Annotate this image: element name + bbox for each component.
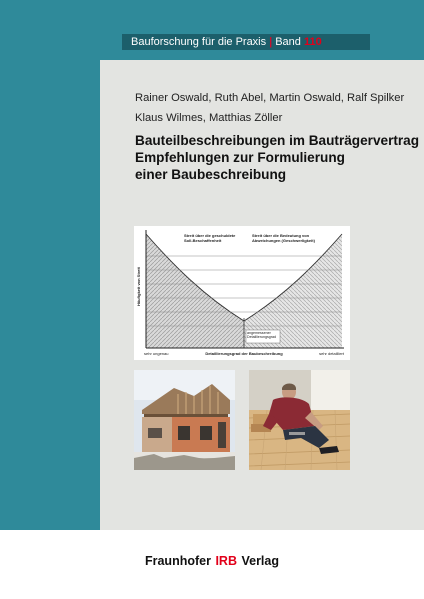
series-separator: | <box>269 36 273 48</box>
teal-side-band <box>0 0 100 530</box>
title-line: Bauteilbeschreibungen im Bauträgervertrag <box>135 133 420 148</box>
y-axis-label: Häufigkeit von Streit <box>136 267 141 306</box>
left-label-box <box>184 234 240 250</box>
right-label: Streit über die Bedeutung von Abweichungen (Geschwerligkeit) <box>252 234 315 243</box>
publisher-verlag: Verlag <box>241 554 279 568</box>
author-list <box>135 88 420 128</box>
left-label: Streit über die geschuldete Soll-Beschaffenheit <box>184 234 236 243</box>
publisher-irb: IRB <box>215 554 237 568</box>
x-axis-label: Detaillierungsgrad der Baubeschreibung <box>205 351 283 356</box>
author-line: Rainer Oswald, Ruth Abel, Martin Oswald, Ralf Spilker <box>135 92 405 104</box>
title-line: einer Baubeschreibung <box>135 167 287 182</box>
teal-top-band <box>100 0 424 60</box>
band-label: Band <box>275 36 301 48</box>
band-number: 110 <box>303 36 322 48</box>
title-line: Empfehlungen zur Formulierung <box>135 150 345 165</box>
optimum-label: angemessener Detaillierungsgrad <box>247 331 276 340</box>
publisher-name: Fraunhofer <box>144 554 211 568</box>
flooring-photo <box>249 370 350 470</box>
optimum-label-container <box>247 331 280 343</box>
x-right-label: sehr detailliert <box>319 351 344 356</box>
x-left-label: sehr ungenau <box>144 351 169 356</box>
author-line: Klaus Wilmes, Matthias Zöller <box>135 112 283 124</box>
publisher-logo <box>0 554 424 568</box>
right-label-box <box>252 234 326 250</box>
dispute-diagram <box>134 226 350 360</box>
series-bar <box>122 34 370 50</box>
book-title <box>135 132 420 183</box>
series-name: Bauforschung für die Praxis <box>131 36 267 48</box>
construction-photo <box>134 370 235 470</box>
